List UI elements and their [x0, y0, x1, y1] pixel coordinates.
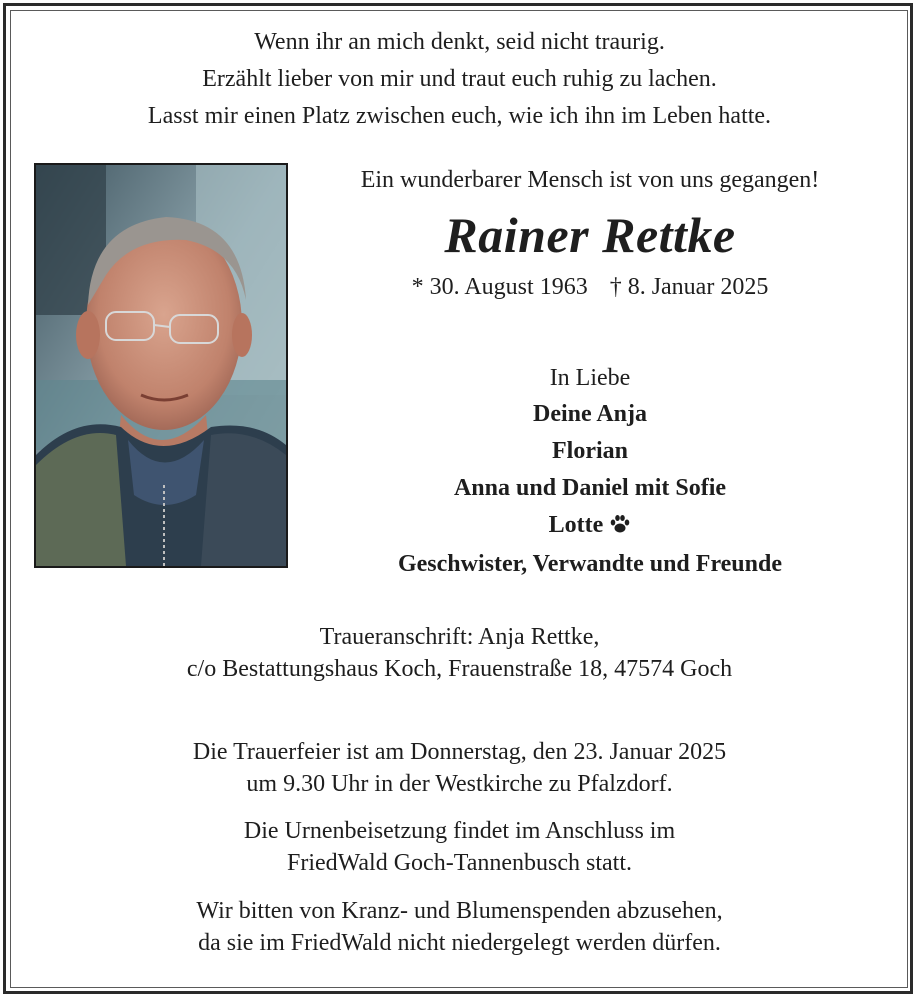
paw-print-icon — [609, 509, 631, 546]
donation-request — [0, 895, 919, 959]
mourners-intro: In Liebe — [549, 365, 631, 391]
urn-line: FriedWald Goch-Tannenbusch statt. — [287, 850, 632, 876]
address-line: c/o Bestattungshaus Koch, Frauenstraße 18, 47574 Goch — [186, 656, 733, 682]
deceased-name: Rainer Rettke — [444, 207, 736, 263]
urn-burial-info — [0, 815, 919, 879]
request-line: Wir bitten von Kranz- und Blumenspenden abzusehen, — [196, 898, 723, 924]
mourner-name: Geschwister, Verwandte und Freunde — [397, 551, 783, 577]
portrait-photo — [34, 163, 288, 568]
poem-line: Erzählt lieber von mir und traut euch ruhig zu lachen. — [202, 66, 717, 92]
birth-date: * 30. August 1963 — [411, 274, 588, 300]
mourners-list — [290, 396, 890, 583]
poem — [0, 24, 919, 135]
death-date: † 8. Januar 2025 — [609, 274, 769, 300]
address-line: Traueranschrift: Anja Rettke, — [319, 624, 600, 650]
ceremony-line: Die Trauerfeier ist am Donnerstag, den 23. Januar 2025 — [192, 739, 727, 765]
intro-text: Ein wunderbarer Mensch ist von uns gegangen! — [360, 167, 820, 193]
ceremony-info — [0, 736, 919, 800]
mourner-name: Florian — [552, 438, 628, 464]
urn-line: Die Urnenbeisetzung findet im Anschluss im — [243, 818, 676, 844]
mourner-name: Deine Anja — [533, 401, 647, 427]
mourner-name: Lotte — [548, 512, 604, 538]
ceremony-line: um 9.30 Uhr in der Westkirche zu Pfalzdorf. — [246, 771, 673, 797]
request-line: da sie im FriedWald nicht niedergelegt werden dürfen. — [198, 930, 721, 956]
mourner-name: Anna und Daniel mit Sofie — [453, 475, 727, 501]
mourner-pet — [290, 507, 890, 546]
life-dates — [290, 270, 890, 304]
poem-line: Lasst mir einen Platz zwischen euch, wie ich ihn im Leben hatte. — [147, 103, 772, 129]
mourning-address — [0, 621, 919, 685]
portrait-illustration — [36, 165, 286, 566]
poem-line: Wenn ihr an mich denkt, seid nicht traurig. — [254, 29, 665, 55]
